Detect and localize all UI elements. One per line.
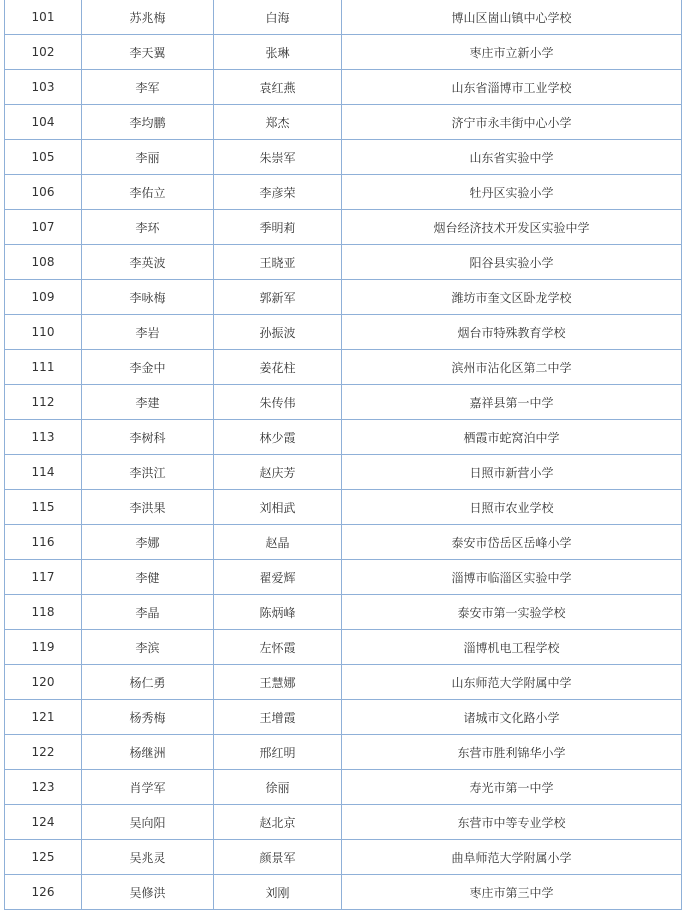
table-row bbox=[5, 595, 682, 630]
table-row bbox=[5, 210, 682, 245]
row-number-cell: 125 bbox=[5, 840, 82, 875]
name-cell: 吴兆灵 bbox=[82, 840, 214, 875]
name-cell: 李娜 bbox=[82, 525, 214, 560]
table-row bbox=[5, 0, 682, 35]
row-number-cell: 110 bbox=[5, 315, 82, 350]
school-cell: 栖霞市蛇窝泊中学 bbox=[342, 420, 682, 455]
school-cell: 泰安市岱岳区岳峰小学 bbox=[342, 525, 682, 560]
row-number-cell: 117 bbox=[5, 560, 82, 595]
school-cell: 东营市胜利锦华小学 bbox=[342, 735, 682, 770]
name-cell: 李岩 bbox=[82, 315, 214, 350]
school-cell: 淄博市临淄区实验中学 bbox=[342, 560, 682, 595]
name-cell: 李咏梅 bbox=[82, 280, 214, 315]
school-cell: 潍坊市奎文区卧龙学校 bbox=[342, 280, 682, 315]
partner-name-cell: 张琳 bbox=[214, 35, 342, 70]
partner-name-cell: 孙振波 bbox=[214, 315, 342, 350]
school-cell: 日照市新营小学 bbox=[342, 455, 682, 490]
row-number-cell: 113 bbox=[5, 420, 82, 455]
partner-name-cell: 颜景军 bbox=[214, 840, 342, 875]
school-cell: 山东师范大学附属中学 bbox=[342, 665, 682, 700]
name-cell: 肖学军 bbox=[82, 770, 214, 805]
name-cell: 李环 bbox=[82, 210, 214, 245]
row-number-cell: 109 bbox=[5, 280, 82, 315]
row-number-cell: 122 bbox=[5, 735, 82, 770]
partner-name-cell: 白海 bbox=[214, 0, 342, 35]
roster-table-body bbox=[5, 0, 682, 910]
name-cell: 李丽 bbox=[82, 140, 214, 175]
school-cell: 济宁市永丰街中心小学 bbox=[342, 105, 682, 140]
row-number-cell: 105 bbox=[5, 140, 82, 175]
table-row bbox=[5, 735, 682, 770]
table-row bbox=[5, 140, 682, 175]
row-number-cell: 115 bbox=[5, 490, 82, 525]
partner-name-cell: 朱崇军 bbox=[214, 140, 342, 175]
name-cell: 李树科 bbox=[82, 420, 214, 455]
row-number-cell: 107 bbox=[5, 210, 82, 245]
school-cell: 博山区崮山镇中心学校 bbox=[342, 0, 682, 35]
partner-name-cell: 左怀霞 bbox=[214, 630, 342, 665]
school-cell: 嘉祥县第一中学 bbox=[342, 385, 682, 420]
school-cell: 泰安市第一实验学校 bbox=[342, 595, 682, 630]
row-number-cell: 118 bbox=[5, 595, 82, 630]
table-row bbox=[5, 350, 682, 385]
row-number-cell: 121 bbox=[5, 700, 82, 735]
name-cell: 李晶 bbox=[82, 595, 214, 630]
partner-name-cell: 季明莉 bbox=[214, 210, 342, 245]
row-number-cell: 108 bbox=[5, 245, 82, 280]
partner-name-cell: 邢红明 bbox=[214, 735, 342, 770]
school-cell: 烟台市特殊教育学校 bbox=[342, 315, 682, 350]
partner-name-cell: 刘刚 bbox=[214, 875, 342, 910]
name-cell: 杨继洲 bbox=[82, 735, 214, 770]
school-cell: 滨州市沾化区第二中学 bbox=[342, 350, 682, 385]
partner-name-cell: 刘相武 bbox=[214, 490, 342, 525]
name-cell: 李建 bbox=[82, 385, 214, 420]
school-cell: 诸城市文化路小学 bbox=[342, 700, 682, 735]
table-row bbox=[5, 665, 682, 700]
table-row bbox=[5, 315, 682, 350]
school-cell: 烟台经济技术开发区实验中学 bbox=[342, 210, 682, 245]
school-cell: 牡丹区实验小学 bbox=[342, 175, 682, 210]
table-row bbox=[5, 805, 682, 840]
partner-name-cell: 郑杰 bbox=[214, 105, 342, 140]
row-number-cell: 114 bbox=[5, 455, 82, 490]
row-number-cell: 111 bbox=[5, 350, 82, 385]
school-cell: 阳谷县实验小学 bbox=[342, 245, 682, 280]
table-row bbox=[5, 385, 682, 420]
table-row bbox=[5, 840, 682, 875]
name-cell: 李健 bbox=[82, 560, 214, 595]
partner-name-cell: 陈炳峰 bbox=[214, 595, 342, 630]
name-cell: 吴修洪 bbox=[82, 875, 214, 910]
row-number-cell: 119 bbox=[5, 630, 82, 665]
name-cell: 李滨 bbox=[82, 630, 214, 665]
school-cell: 山东省实验中学 bbox=[342, 140, 682, 175]
partner-name-cell: 郭新军 bbox=[214, 280, 342, 315]
partner-name-cell: 林少霞 bbox=[214, 420, 342, 455]
row-number-cell: 126 bbox=[5, 875, 82, 910]
partner-name-cell: 李彦荣 bbox=[214, 175, 342, 210]
table-row bbox=[5, 245, 682, 280]
name-cell: 李佑立 bbox=[82, 175, 214, 210]
row-number-cell: 106 bbox=[5, 175, 82, 210]
table-row bbox=[5, 770, 682, 805]
row-number-cell: 112 bbox=[5, 385, 82, 420]
table-row bbox=[5, 525, 682, 560]
school-cell: 枣庄市第三中学 bbox=[342, 875, 682, 910]
table-row bbox=[5, 560, 682, 595]
name-cell: 杨仁勇 bbox=[82, 665, 214, 700]
name-cell: 杨秀梅 bbox=[82, 700, 214, 735]
school-cell: 东营市中等专业学校 bbox=[342, 805, 682, 840]
table-row bbox=[5, 105, 682, 140]
name-cell: 李军 bbox=[82, 70, 214, 105]
row-number-cell: 101 bbox=[5, 0, 82, 35]
partner-name-cell: 姜花柱 bbox=[214, 350, 342, 385]
school-cell: 曲阜师范大学附属小学 bbox=[342, 840, 682, 875]
table-row bbox=[5, 420, 682, 455]
partner-name-cell: 袁红燕 bbox=[214, 70, 342, 105]
table-row bbox=[5, 700, 682, 735]
partner-name-cell: 朱传伟 bbox=[214, 385, 342, 420]
partner-name-cell: 王增霞 bbox=[214, 700, 342, 735]
name-cell: 李均鹏 bbox=[82, 105, 214, 140]
name-cell: 李英波 bbox=[82, 245, 214, 280]
table-row bbox=[5, 490, 682, 525]
partner-name-cell: 徐丽 bbox=[214, 770, 342, 805]
school-cell: 寿光市第一中学 bbox=[342, 770, 682, 805]
row-number-cell: 104 bbox=[5, 105, 82, 140]
row-number-cell: 102 bbox=[5, 35, 82, 70]
partner-name-cell: 赵北京 bbox=[214, 805, 342, 840]
school-cell: 淄博机电工程学校 bbox=[342, 630, 682, 665]
row-number-cell: 124 bbox=[5, 805, 82, 840]
partner-name-cell: 王慧娜 bbox=[214, 665, 342, 700]
table-row bbox=[5, 455, 682, 490]
partner-name-cell: 翟爱辉 bbox=[214, 560, 342, 595]
name-cell: 李金中 bbox=[82, 350, 214, 385]
roster-table bbox=[4, 0, 682, 910]
partner-name-cell: 王晓亚 bbox=[214, 245, 342, 280]
row-number-cell: 120 bbox=[5, 665, 82, 700]
row-number-cell: 103 bbox=[5, 70, 82, 105]
table-row bbox=[5, 175, 682, 210]
table-row bbox=[5, 630, 682, 665]
name-cell: 李天翼 bbox=[82, 35, 214, 70]
table-row bbox=[5, 70, 682, 105]
name-cell: 李洪江 bbox=[82, 455, 214, 490]
table-row bbox=[5, 875, 682, 910]
name-cell: 苏兆梅 bbox=[82, 0, 214, 35]
school-cell: 日照市农业学校 bbox=[342, 490, 682, 525]
name-cell: 李洪果 bbox=[82, 490, 214, 525]
school-cell: 枣庄市立新小学 bbox=[342, 35, 682, 70]
name-cell: 吴向阳 bbox=[82, 805, 214, 840]
table-row bbox=[5, 280, 682, 315]
table-row bbox=[5, 35, 682, 70]
partner-name-cell: 赵晶 bbox=[214, 525, 342, 560]
school-cell: 山东省淄博市工业学校 bbox=[342, 70, 682, 105]
row-number-cell: 123 bbox=[5, 770, 82, 805]
row-number-cell: 116 bbox=[5, 525, 82, 560]
partner-name-cell: 赵庆芳 bbox=[214, 455, 342, 490]
